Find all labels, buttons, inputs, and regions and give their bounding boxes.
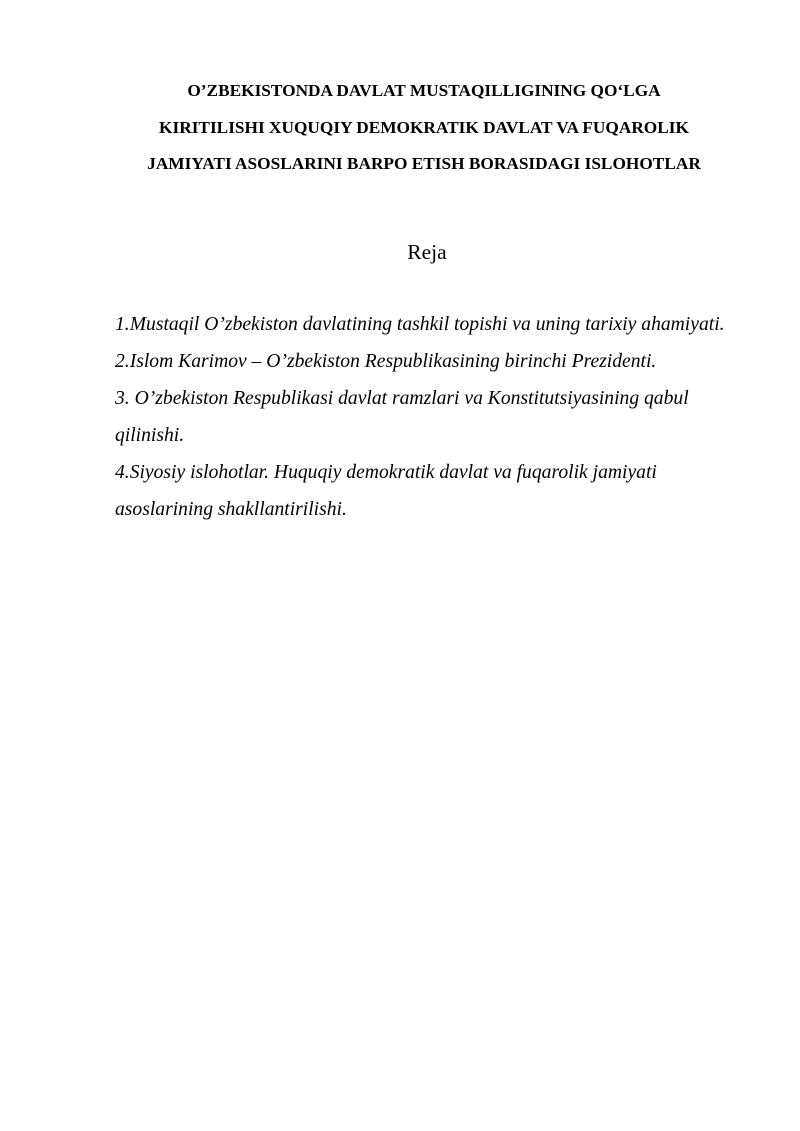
document-title bbox=[112, 73, 736, 183]
plan-item-2: 2.Islom Karimov – O’zbekiston Respublikasining birinchi Prezidenti. bbox=[115, 351, 657, 372]
plan-heading: Reja bbox=[407, 240, 447, 264]
plan-item-4: 4.Siyosiy islohotlar. Huquqiy demokratik davlat va fuqarolik jamiyati asoslarining shakllantirilishi. bbox=[115, 462, 657, 520]
plan-item-3: 3. O’zbekiston Respublikasi davlat ramzlari va Konstitutsiyasining qabul qilinishi. bbox=[115, 388, 689, 446]
plan-item-1: 1.Mustaqil O’zbekiston davlatining tashkil topishi va uning tarixiy ahamiyati. bbox=[115, 314, 725, 335]
plan-list bbox=[115, 306, 745, 528]
title-line-2: KIRITILISHI XUQUQIY DEMOKRATIK DAVLAT VA FUQAROLIK bbox=[159, 117, 689, 137]
title-line-1: O’ZBEKISTONDA DAVLAT MUSTAQILLIGINING QO‘LGA bbox=[187, 81, 661, 100]
title-line-3: JAMIYATI ASOSLARINI BARPO ETISH BORASIDAGI ISLOHOTLAR bbox=[147, 154, 701, 173]
